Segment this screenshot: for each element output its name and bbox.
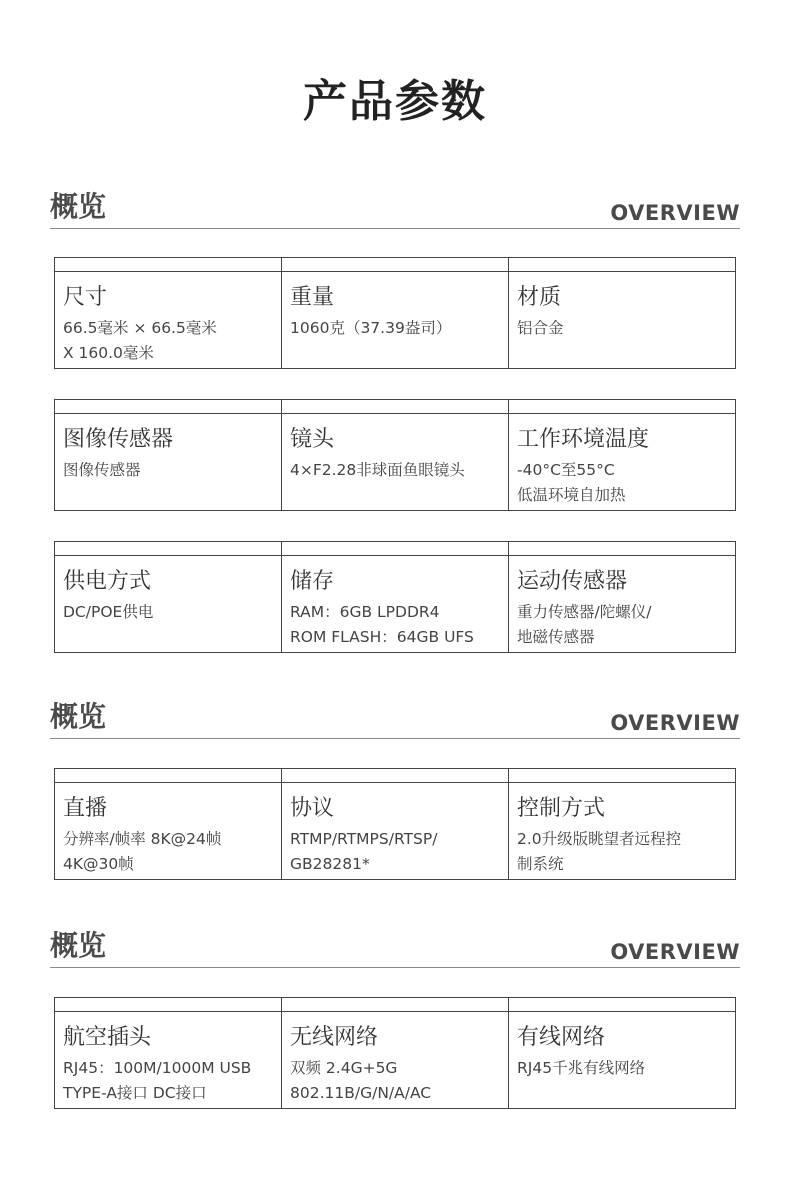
spec-cell-lens [282,400,509,510]
spec-value: DC/POE供电 [63,603,154,621]
spec-cell-aviation-plug [55,998,282,1108]
spec-value: 铝合金 [517,319,564,337]
spec-value: RJ45：100M/1000M USB TYPE-A接口 DC接口 [63,1059,252,1102]
spec-label: 航空插头 [63,1025,152,1050]
spec-cell-storage [282,542,509,652]
spec-label: 有线网络 [517,1025,606,1050]
spec-table-row [54,257,736,369]
spec-cell-protocol [282,769,509,879]
spec-label: 图像传感器 [63,427,174,452]
spec-label: 工作环境温度 [517,427,650,452]
spec-value: 66.5毫米 × 66.5毫米 X 160.0毫米 [63,319,217,362]
spec-value: 图像传感器 [63,461,141,479]
spec-value: 4×F2.28非球面鱼眼镜头 [290,461,465,479]
spec-table-row [54,541,736,653]
spec-value: RJ45千兆有线网络 [517,1059,646,1077]
section-title: 概览 [50,700,107,733]
spec-value: RAM：6GB LPDDR4 ROM FLASH：64GB UFS [290,603,474,646]
section-title-en: OVERVIEW [610,201,740,225]
spec-label: 重量 [290,285,335,310]
spec-value: -40°C至55°C 低温环境自加热 [517,461,626,504]
spec-table-row [54,997,736,1109]
spec-value: 2.0升级版眺望者远程控 制系统 [517,830,682,873]
section-header-1 [50,190,740,229]
spec-cell-wired [509,998,735,1108]
page-title: 产品参数 [303,76,487,127]
section-title: 概览 [50,929,107,962]
spec-value: 1060克（37.39盎司） [290,319,452,337]
spec-cell-image-sensor [55,400,282,510]
spec-value: 分辨率/帧率 8K@24帧 4K@30帧 [63,830,222,873]
spec-cell-weight [282,258,509,368]
spec-label: 尺寸 [63,285,108,310]
spec-label: 储存 [290,569,335,594]
spec-value: 重力传感器/陀螺仪/ 地磁传感器 [517,603,652,646]
spec-table-row [54,399,736,511]
spec-value: 双频 2.4G+5G 802.11B/G/N/A/AC [290,1059,432,1102]
section-header-2 [50,700,740,739]
spec-value: RTMP/RTMPS/RTSP/ GB28281* [290,830,438,873]
spec-table-row [54,768,736,880]
spec-label: 供电方式 [63,569,152,594]
spec-cell-size [55,258,282,368]
spec-label: 材质 [517,285,562,310]
spec-cell-wireless [282,998,509,1108]
spec-label: 直播 [63,796,108,821]
spec-label: 镜头 [290,427,335,452]
spec-cell-motion-sensor [509,542,735,652]
spec-cell-power [55,542,282,652]
spec-label: 控制方式 [517,796,606,821]
spec-label: 无线网络 [290,1025,379,1050]
section-title: 概览 [50,190,107,223]
spec-cell-material [509,258,735,368]
spec-cell-livestream [55,769,282,879]
spec-cell-control [509,769,735,879]
spec-label: 运动传感器 [517,569,628,594]
section-title-en: OVERVIEW [610,711,740,735]
section-header-3 [50,929,740,968]
spec-cell-temperature [509,400,735,510]
section-title-en: OVERVIEW [610,940,740,964]
spec-label: 协议 [290,796,335,821]
